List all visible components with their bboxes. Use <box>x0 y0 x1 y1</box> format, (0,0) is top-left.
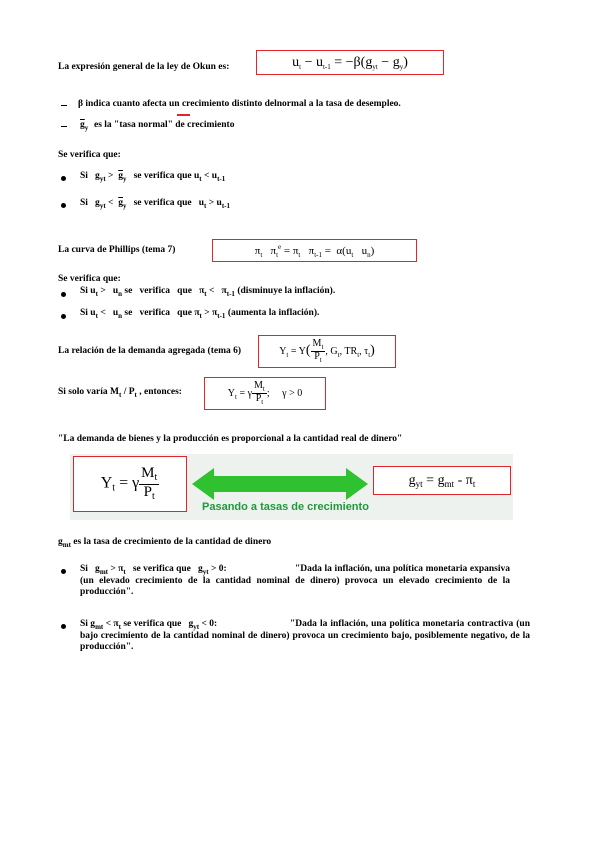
okun-intro: La expresión general de la ley de Okun es: <box>58 62 230 72</box>
level-formula-box <box>73 456 187 512</box>
dash-bullet <box>61 105 67 106</box>
phillips-intro: La curva de Phillips (tema 7) <box>58 245 176 255</box>
bullet-dot <box>61 176 66 181</box>
expansive-condition: Si $g_{mt} > \pi_t$ se verifica que $g_{yt} > 0$: <box>80 564 227 576</box>
double-arrow-icon <box>190 466 370 502</box>
bullet-dot <box>61 203 66 208</box>
contractive-policy-text: "Dada la inflación, una política monetaria contractiva (un bajo crecimiento de la cantidad nominal de dinero) provoca un crecimiento bajo, posiblemente negativo, de la producción". <box>80 619 530 652</box>
demand-simple-formula: $Y_t = \gamma$ $\frac{M_t}{P_t}$ ; γ > 0 <box>227 379 303 406</box>
phillips-verifica: Se verifica que: <box>58 274 121 284</box>
demand-simple-box <box>204 377 326 410</box>
gmt-definition: $g_{mt}$ es la tasa de crecimiento de la cantidad de dinero <box>58 537 272 549</box>
bullet-dot <box>61 314 66 319</box>
proportional-quote: "La demanda de bienes y la producción es proporcional a la cantidad real de dinero" <box>58 434 403 444</box>
okun-formula: $u_t - u_{t-1} = -\beta(g_{yt} - g_y)$ <box>292 54 408 71</box>
demand-formula-box <box>258 335 396 368</box>
contractive-condition: Si $g_{mt} < \pi_t$ se verifica que $g_{yt} < 0$: <box>80 619 218 631</box>
bullet-dot <box>61 624 66 629</box>
bullet-dot <box>61 292 66 297</box>
okun-beta-note: β indica cuanto afecta un crecimiento distinto delnormal a la tasa de desempleo. <box>78 99 401 109</box>
gy-symbol: $\overline{g}_y$ <box>80 120 89 132</box>
level-formula: $Y_t = \gamma$ $\frac{M_t}{P_t}$ <box>100 465 158 502</box>
red-underline-mark <box>177 114 190 116</box>
growth-formula-box <box>373 466 511 495</box>
arrow-label: Pasando a tasas de crecimiento <box>202 501 369 513</box>
demand-only-varies: Si solo varía $M_t / P_t$ , entonces: <box>58 387 182 399</box>
bullet-dot <box>61 569 66 574</box>
okun-case2: Si $g_{yt} < \overline{g}_y$ se verifica que $u_t > u_{t-1}$ <box>80 198 230 210</box>
okun-normal-rate: es la "tasa normal" de crecimiento <box>94 120 235 130</box>
okun-formula-box <box>256 50 444 75</box>
phillips-formula: $\pi_t$ $\pi_t^e = \pi_t$ $\pi_{t-1} = \alpha(u_t$ $u_n$) <box>254 242 375 259</box>
phillips-case1: Si $u_t > u_n$ se verifica que $\pi_t < \pi_{t-1}$ (disminuye la inflación). <box>80 286 336 298</box>
okun-verifica: Se verifica que: <box>58 150 121 160</box>
phillips-case2: Si $u_t < u_n$ se verifica que $\pi_t > \pi_{t-1}$ (aumenta la inflación). <box>80 308 320 320</box>
phillips-formula-box <box>212 239 417 262</box>
demand-intro: La relación de la demanda agregada (tema 6) <box>58 346 242 356</box>
dash-bullet <box>61 126 67 127</box>
growth-formula: $g_{yt} = g_{mt} - \pi_t$ <box>408 472 476 489</box>
demand-formula: $Y_t = Y$( $\frac{M_t}{P_t}$ , $G_t$, $TR_t$, $\tau_t$) <box>279 337 375 364</box>
expansive-policy-text: "Dada la inflación, una política monetaria expansiva (un elevado crecimiento de la cantidad nominal de dinero) provoca un elevado crecimiento de la producción". <box>80 564 510 597</box>
okun-case1: Si $g_{yt} > \overline{g}_y$ se verifica que $u_t < u_{t-1}$ <box>80 171 226 183</box>
